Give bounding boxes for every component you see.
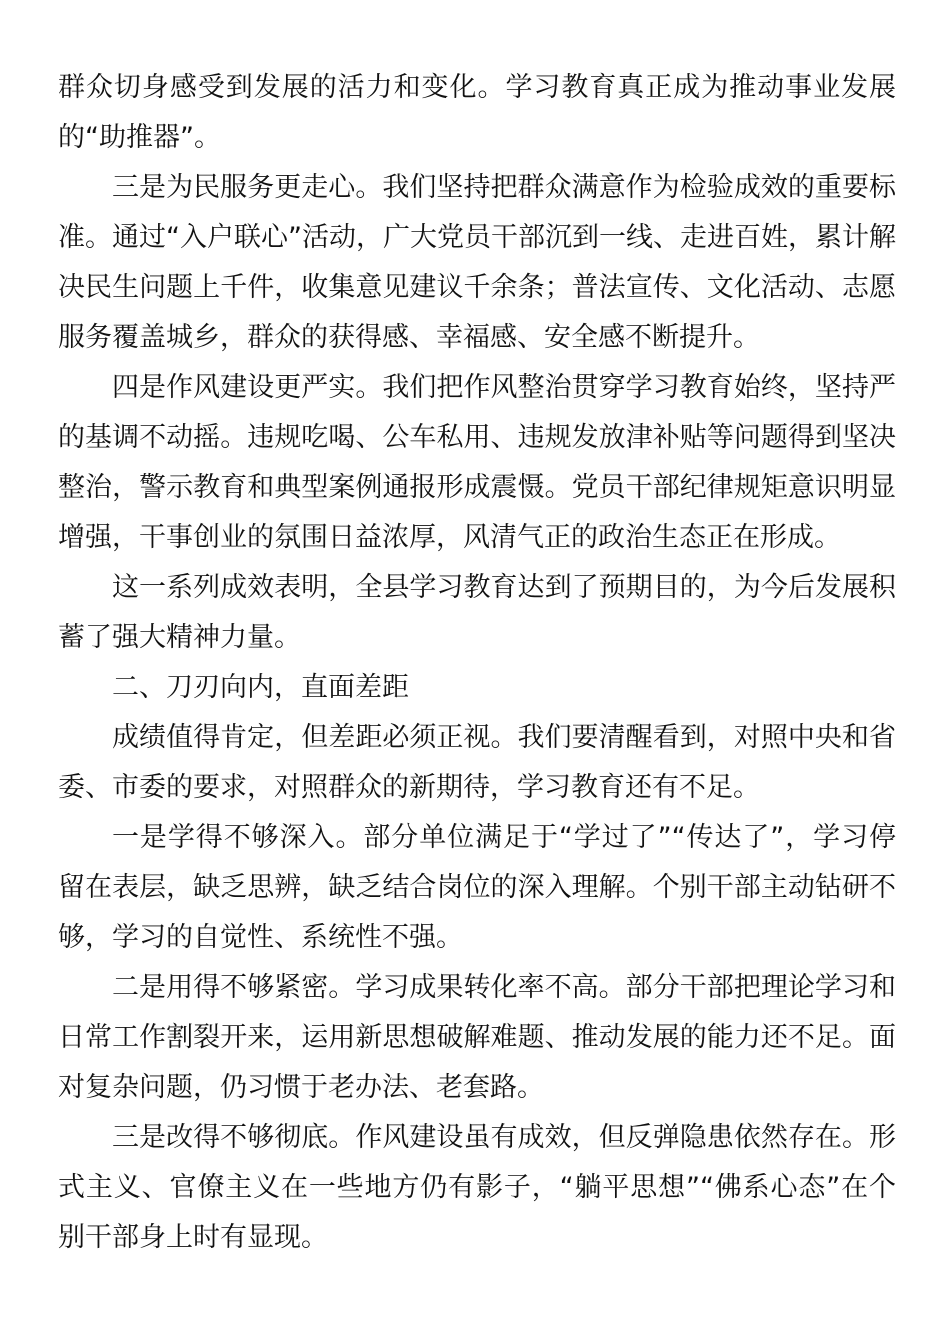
paragraph-work-style: 四是作风建设更严实。我们把作风整治贯穿学习教育始终，坚持严的基调不动摇。违规吃喝、公车私用、违规发放津补贴等问题得到坚决整治，警示教育和典型案例通报形成震慑。党员干部纪律规矩意识明显增强，干事创业的氛围日益浓厚，风清气正的政治生态正在形成。	[58, 372, 896, 553]
section-heading: 二、刀刃向内，直面差距	[112, 672, 409, 703]
paragraph-continuation: 群众切身感受到发展的活力和变化。学习教育真正成为推动事业发展的“助推器”。	[58, 72, 896, 153]
paragraph-gap-intro: 成绩值得肯定，但差距必须正视。我们要清醒看到，对照中央和省委、市委的要求，对照群众的新期待，学习教育还有不足。	[58, 722, 896, 803]
document-page	[58, 63, 896, 1263]
paragraph-summary: 这一系列成效表明，全县学习教育达到了预期目的，为今后发展积蓄了强大精神力量。	[58, 572, 896, 653]
paragraph-gap-reform: 三是改得不够彻底。作风建设虽有成效，但反弹隐患依然存在。形式主义、官僚主义在一些地方仍有影子，“躺平思想”“佛系心态”在个别干部身上时有显现。	[58, 1122, 896, 1253]
paragraph-gap-apply: 二是用得不够紧密。学习成果转化率不高。部分干部把理论学习和日常工作割裂开来，运用新思想破解难题、推动发展的能力还不足。面对复杂问题，仍习惯于老办法、老套路。	[58, 972, 896, 1103]
paragraph-gap-study: 一是学得不够深入。部分单位满足于“学过了”“传达了”，学习停留在表层，缺乏思辨，缺乏结合岗位的深入理解。个别干部主动钻研不够，学习的自觉性、系统性不强。	[58, 822, 896, 953]
paragraph-public-service: 三是为民服务更走心。我们坚持把群众满意作为检验成效的重要标准。通过“入户联心”活动，广大党员干部沉到一线、走进百姓，累计解决民生问题上千件，收集意见建议千余条；普法宣传、文化活动、志愿服务覆盖城乡，群众的获得感、幸福感、安全感不断提升。	[58, 172, 896, 353]
